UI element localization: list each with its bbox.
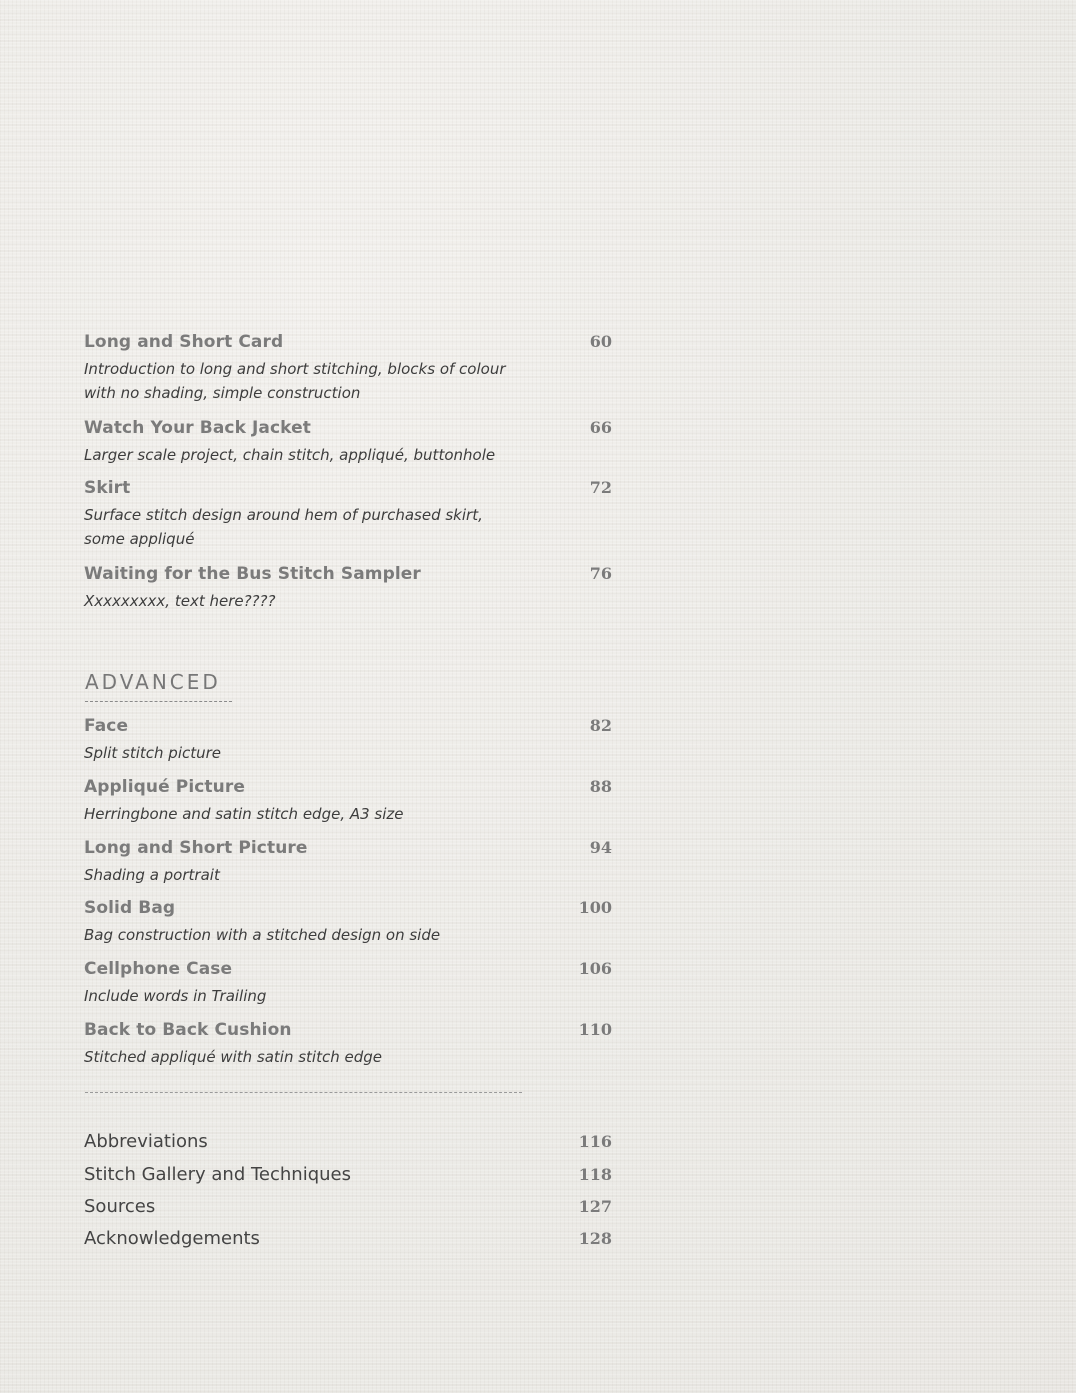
- backmatter-page-number: 116: [578, 1132, 612, 1151]
- entry-title: Watch Your Back Jacket: [84, 418, 311, 438]
- entry-title: Long and Short Card: [84, 332, 284, 352]
- section-heading-advanced: ADVANCED: [85, 670, 221, 694]
- entry-page-number: 94: [589, 838, 612, 857]
- entry-title: Solid Bag: [84, 898, 176, 918]
- entry-title: Back to Back Cushion: [84, 1020, 292, 1040]
- entry-description: [84, 923, 524, 947]
- entry-description: [84, 357, 524, 405]
- backmatter-label: Abbreviations: [84, 1131, 208, 1152]
- entry-page-number: 110: [578, 1020, 612, 1039]
- entry-page-number: 76: [589, 564, 612, 583]
- entry-title: Long and Short Picture: [84, 838, 308, 858]
- entry-description-line: Herringbone and satin stitch edge, A3 size: [84, 805, 404, 823]
- entry-description: [84, 741, 524, 765]
- entry-page-number: 72: [589, 478, 612, 497]
- entry-title: Appliqué Picture: [84, 777, 245, 797]
- entry-page-number: 82: [589, 716, 612, 735]
- entry-description-line: Split stitch picture: [84, 744, 222, 762]
- entry-description: [84, 802, 524, 826]
- entry-title: Face: [84, 716, 129, 736]
- entry-page-number: 88: [589, 777, 612, 796]
- backmatter-entry: [84, 1196, 612, 1222]
- entry-page-number: 60: [589, 332, 612, 351]
- backmatter-entry: [84, 1164, 612, 1190]
- backmatter-entry: [84, 1228, 612, 1254]
- section-divider: [85, 1092, 522, 1093]
- backmatter-label: Sources: [84, 1196, 156, 1217]
- entry-description-line: Surface stitch design around hem of purchased skirt,: [84, 506, 483, 524]
- entry-description: [84, 984, 524, 1008]
- entry-page-number: 100: [578, 898, 612, 917]
- entry-description-line: some appliqué: [84, 530, 195, 548]
- backmatter-page-number: 118: [578, 1165, 612, 1184]
- entry-description: [84, 863, 524, 887]
- entry-description-line: Shading a portrait: [84, 866, 220, 884]
- entry-page-number: 106: [578, 959, 612, 978]
- entry-description-line: Introduction to long and short stitching, blocks of colour: [84, 360, 506, 378]
- backmatter-entry: [84, 1131, 612, 1157]
- entry-description: [84, 503, 524, 551]
- entry-description-line: Include words in Trailing: [84, 987, 267, 1005]
- entry-description-line: with no shading, simple construction: [84, 384, 361, 402]
- entry-description-line: Stitched appliqué with satin stitch edge: [84, 1048, 383, 1066]
- section-heading-underline: [85, 701, 232, 702]
- entry-title: Waiting for the Bus Stitch Sampler: [84, 564, 421, 584]
- entry-description-line: Xxxxxxxxx, text here????: [84, 592, 276, 610]
- entry-description-line: Larger scale project, chain stitch, appliqué, buttonhole: [84, 446, 496, 464]
- entry-description-line: Bag construction with a stitched design on side: [84, 926, 441, 944]
- entry-title: Cellphone Case: [84, 959, 233, 979]
- entry-page-number: 66: [589, 418, 612, 437]
- entry-description: [84, 1045, 524, 1069]
- entry-title: Skirt: [84, 478, 131, 498]
- backmatter-label: Stitch Gallery and Techniques: [84, 1164, 351, 1185]
- entry-description: [84, 443, 524, 467]
- backmatter-page-number: 128: [578, 1229, 612, 1248]
- entry-description: [84, 589, 524, 613]
- backmatter-page-number: 127: [578, 1197, 612, 1216]
- backmatter-label: Acknowledgements: [84, 1228, 260, 1249]
